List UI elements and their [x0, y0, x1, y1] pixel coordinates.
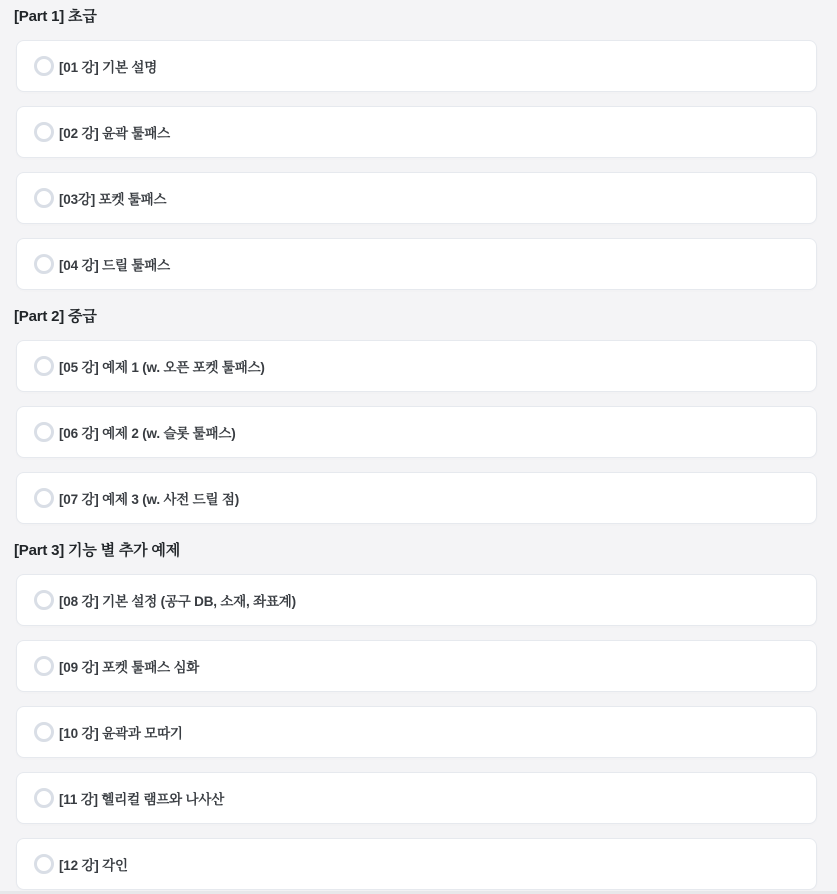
section-title: [Part 2] 중급: [14, 308, 97, 325]
lesson-title: [08 강] 기본 설정 (공구 DB, 소재, 좌표계): [59, 593, 296, 609]
lesson-card[interactable]: [16, 172, 817, 224]
curriculum-list: [16, 8, 817, 890]
empty-progress-circle-icon: [34, 488, 54, 508]
empty-progress-circle-icon: [34, 656, 54, 676]
lesson-card[interactable]: [16, 772, 817, 824]
empty-progress-circle-icon: [34, 854, 54, 874]
empty-progress-circle-icon: [34, 56, 54, 76]
curriculum-section: [16, 8, 817, 290]
lesson-title: [01 강] 기본 설명: [59, 59, 158, 75]
empty-progress-circle-icon: [34, 122, 54, 142]
section-title: [Part 3] 기능 별 추가 예제: [14, 542, 180, 559]
lesson-title: [09 강] 포켓 툴패스 심화: [59, 659, 200, 675]
lesson-title: [11 강] 헬리컬 램프와 나사산: [59, 791, 225, 807]
lesson-list: [16, 340, 817, 524]
empty-progress-circle-icon: [34, 788, 54, 808]
lesson-card[interactable]: [16, 838, 817, 890]
lesson-card[interactable]: [16, 640, 817, 692]
lesson-title: [07 강] 예제 3 (w. 사전 드릴 점): [59, 491, 240, 507]
lesson-title: [10 강] 윤곽과 모따기: [59, 725, 183, 741]
empty-progress-circle-icon: [34, 422, 54, 442]
lesson-title: [02 강] 윤곽 툴패스: [59, 125, 170, 141]
lesson-card[interactable]: [16, 472, 817, 524]
lesson-card[interactable]: [16, 406, 817, 458]
lesson-title: [03강] 포켓 툴패스: [59, 191, 167, 207]
lesson-title: [12 강] 각인: [59, 857, 128, 873]
lesson-title: [06 강] 예제 2 (w. 슬롯 툴패스): [59, 425, 236, 441]
lesson-card[interactable]: [16, 238, 817, 290]
lesson-card[interactable]: [16, 340, 817, 392]
curriculum-section: [16, 290, 817, 524]
lesson-title: [04 강] 드릴 툴패스: [59, 257, 170, 273]
lesson-list: [16, 574, 817, 890]
empty-progress-circle-icon: [34, 590, 54, 610]
lesson-list: [16, 40, 817, 290]
lesson-card[interactable]: [16, 706, 817, 758]
lesson-title: [05 강] 예제 1 (w. 오픈 포켓 툴패스): [59, 359, 265, 375]
curriculum-section: [16, 524, 817, 890]
empty-progress-circle-icon: [34, 254, 54, 274]
empty-progress-circle-icon: [34, 356, 54, 376]
lesson-card[interactable]: [16, 40, 817, 92]
empty-progress-circle-icon: [34, 722, 54, 742]
section-title: [Part 1] 초급: [14, 8, 97, 25]
empty-progress-circle-icon: [34, 188, 54, 208]
lesson-card[interactable]: [16, 106, 817, 158]
lesson-card[interactable]: [16, 574, 817, 626]
